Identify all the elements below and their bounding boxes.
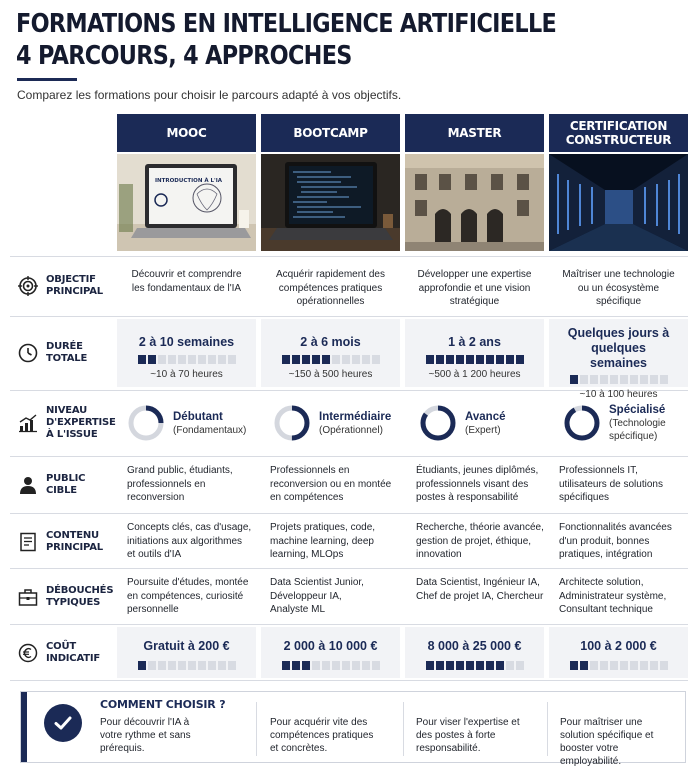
contenu-master: Recherche, théorie avancée, gestion de projet, éthique, innovation [416,522,544,560]
bar-segment [650,661,658,670]
page-title: FORMATIONS EN INTELLIGENCE ARTIFICIELLE 4 PARCOURS, 4 APPROCHES [16,9,557,71]
mooc-screen-title: INTRODUCTION À L'IA [155,178,223,184]
bar-segment [178,661,186,670]
bar-segment [620,661,628,670]
checkmark-icon [44,704,82,742]
cout-bootcamp: 2 000 à 10 000 € [261,627,400,678]
bar-segment [148,661,156,670]
row-label-duree: DURÉE TOTALE [18,333,110,373]
row-divider [10,316,688,317]
bar-segment [486,355,494,364]
duree-bar [117,355,256,364]
column-header-master: MASTER [405,114,544,152]
bar-segment [496,355,504,364]
bar-segment [496,661,504,670]
niveau-certification: Spécialisé (Technologie spécifique) [563,401,688,445]
tip-bootcamp: Pour acquérir vite des compétences pratiques et concrètes. [270,717,374,754]
bar-segment [456,661,464,670]
tip-divider [256,702,257,756]
objectif-certification: Maîtriser une technologie ou un écosystème spécifique [562,269,675,307]
bar-segment [218,355,226,364]
public-certification: Professionnels IT, utilisateurs de solutions spécifiques [559,465,663,503]
row-label-contenu: CONTENU PRINCIPAL [18,522,110,562]
niveau-gauge [563,404,601,442]
bar-segment [178,355,186,364]
row-divider [10,568,688,569]
debouches-mooc: Poursuite d'études, montée en compétences, curiosité personnelle [127,577,249,615]
mooc-laptop-image [117,154,256,251]
bootcamp-laptop-image [261,154,400,251]
bar-segment [218,661,226,670]
tip-divider [403,702,404,756]
bar-segment [426,355,434,364]
bar-segment [570,375,578,384]
cout-bar [405,661,544,670]
tip-mooc: Pour découvrir l'IA à votre rythme et sans prérequis. [100,717,191,754]
how-to-choose-title: COMMENT CHOISIR ? [100,698,226,711]
row-divider [10,680,688,681]
euro-icon [18,643,38,663]
bar-segment [456,355,464,364]
bar-segment [282,661,290,670]
row-label-debouches: DÉBOUCHÉS TYPIQUES [18,577,110,617]
bar-segment [610,661,618,670]
bar-segment [168,355,176,364]
duree-mooc: 2 à 10 semaines ~10 à 70 heures [117,319,256,387]
duree-bar [261,355,400,364]
bar-segment [446,661,454,670]
niveau-gauge [273,404,311,442]
document-icon [18,532,38,552]
user-icon [18,475,38,495]
bar-segment [228,355,236,364]
bar-segment [158,661,166,670]
bar-segment [138,355,146,364]
tip-divider [547,702,548,756]
row-divider [10,624,688,625]
bar-segment [570,661,578,670]
bar-segment [312,355,320,364]
column-header-certification: CERTIFICATION CONSTRUCTEUR [549,114,688,152]
bar-segment [292,355,300,364]
objectif-master: Développer une expertise approfondie et une vision stratégique [417,269,532,307]
objectif-bootcamp: Acquérir rapidement des compétences pratiques opérationnelles [276,269,385,307]
duree-certification: Quelques jours à quelques semaines ~10 à 100 heures [549,319,688,387]
bar-segment [516,661,524,670]
bar-segment [342,661,350,670]
column-header-bootcamp: BOOTCAMP [261,114,400,152]
bar-segment [342,355,350,364]
bar-segment [506,661,514,670]
bar-segment [660,375,668,384]
niveau-mooc: Débutant (Fondamentaux) [127,403,256,443]
contenu-mooc: Concepts clés, cas d'usage, initiations aux algorithmes et outils d'IA [127,522,252,560]
debouches-bootcamp: Data Scientist Junior, Développeur IA, Analyste ML [270,577,364,615]
bar-segment [476,661,484,670]
bar-segment [158,355,166,364]
tip-certification: Pour maîtriser une solution spécifique et booster votre employabilité. [560,717,654,767]
public-master: Étudiants, jeunes diplômés, professionnels visant des postes à responsabilité [416,465,539,503]
bar-segment [600,375,608,384]
bar-segment [640,661,648,670]
bar-segment [282,355,290,364]
bar-segment [580,375,588,384]
cout-bar [117,661,256,670]
row-divider [10,256,688,257]
bar-segment [362,355,370,364]
bar-segment [466,661,474,670]
bar-segment [630,661,638,670]
bar-segment [600,661,608,670]
certification-datacenter-image [549,154,688,251]
row-label-cout: COÛT INDICATIF [18,633,110,673]
duree-master: 1 à 2 ans ~500 à 1 200 heures [405,319,544,387]
bar-segment [620,375,628,384]
bar-segment [362,661,370,670]
bar-segment [208,661,216,670]
bar-segment [506,355,514,364]
bar-segment [322,661,330,670]
bar-segment [590,661,598,670]
bar-segment [640,375,648,384]
cout-bar [261,661,400,670]
niveau-master: Avancé (Expert) [419,403,544,443]
bar-chart-icon [18,413,38,433]
duree-bootcamp: 2 à 6 mois ~150 à 500 heures [261,319,400,387]
bar-segment [610,375,618,384]
bar-segment [292,661,300,670]
bar-segment [372,661,380,670]
cout-certification: 100 à 2 000 € [549,627,688,678]
bar-segment [332,355,340,364]
clock-icon [18,343,38,363]
public-bootcamp: Professionnels en reconversion ou en montée en compétences [270,465,392,503]
target-icon [18,276,38,296]
bar-segment [352,355,360,364]
bar-segment [198,355,206,364]
bar-segment [228,661,236,670]
duree-bar [549,375,688,384]
bar-segment [302,355,310,364]
bar-segment [332,661,340,670]
niveau-gauge [127,404,165,442]
niveau-bootcamp: Intermédiaire (Opérationnel) [273,403,400,443]
public-mooc: Grand public, étudiants, professionnels en reconversion [127,465,233,503]
bar-segment [486,661,494,670]
bar-segment [426,661,434,670]
row-divider [10,513,688,514]
bar-segment [168,661,176,670]
niveau-gauge [419,404,457,442]
bar-segment [590,375,598,384]
cout-mooc: Gratuit à 200 € [117,627,256,678]
cout-master: 8 000 à 25 000 € [405,627,544,678]
row-label-objectif: OBJECTIF PRINCIPAL [18,266,110,306]
row-label-public: PUBLIC CIBLE [18,465,110,505]
contenu-bootcamp: Projets pratiques, code, machine learning, deep learning, MLOps [270,522,376,560]
page-subtitle: Comparez les formations pour choisir le parcours adapté à vos objectifs. [17,88,402,102]
objectif-mooc: Découvrir et comprendre les fondamentaux de l'IA [131,269,242,294]
bar-segment [436,355,444,364]
bar-segment [436,661,444,670]
master-university-image [405,154,544,251]
bar-segment [660,661,668,670]
cout-bar [549,661,688,670]
bar-segment [476,355,484,364]
row-divider [10,456,688,457]
bar-segment [198,661,206,670]
bar-segment [446,355,454,364]
row-label-niveau: NIVEAU D'EXPERTISE À L'ISSUE [18,400,110,446]
bar-segment [138,661,146,670]
tip-master: Pour viser l'expertise et des postes à forte responsabilité. [416,717,520,754]
bar-segment [208,355,216,364]
briefcase-icon [18,587,38,607]
title-underline [17,78,77,81]
bar-segment [630,375,638,384]
bar-segment [466,355,474,364]
column-header-mooc: MOOC [117,114,256,152]
bar-segment [188,661,196,670]
bar-segment [580,661,588,670]
bar-segment [372,355,380,364]
bar-segment [312,661,320,670]
bar-segment [188,355,196,364]
debouches-certification: Architecte solution, Administrateur système, Consultant technique [559,577,667,615]
bar-segment [148,355,156,364]
contenu-certification: Fonctionnalités avancées d'un produit, bonnes pratiques, intégration [559,522,672,560]
bar-segment [516,355,524,364]
bar-segment [322,355,330,364]
bar-segment [302,661,310,670]
bar-segment [352,661,360,670]
gauge-fill [567,408,597,438]
bar-segment [650,375,658,384]
duree-bar [405,355,544,364]
debouches-master: Data Scientist, Ingénieur IA, Chef de projet IA, Chercheur [416,577,544,602]
